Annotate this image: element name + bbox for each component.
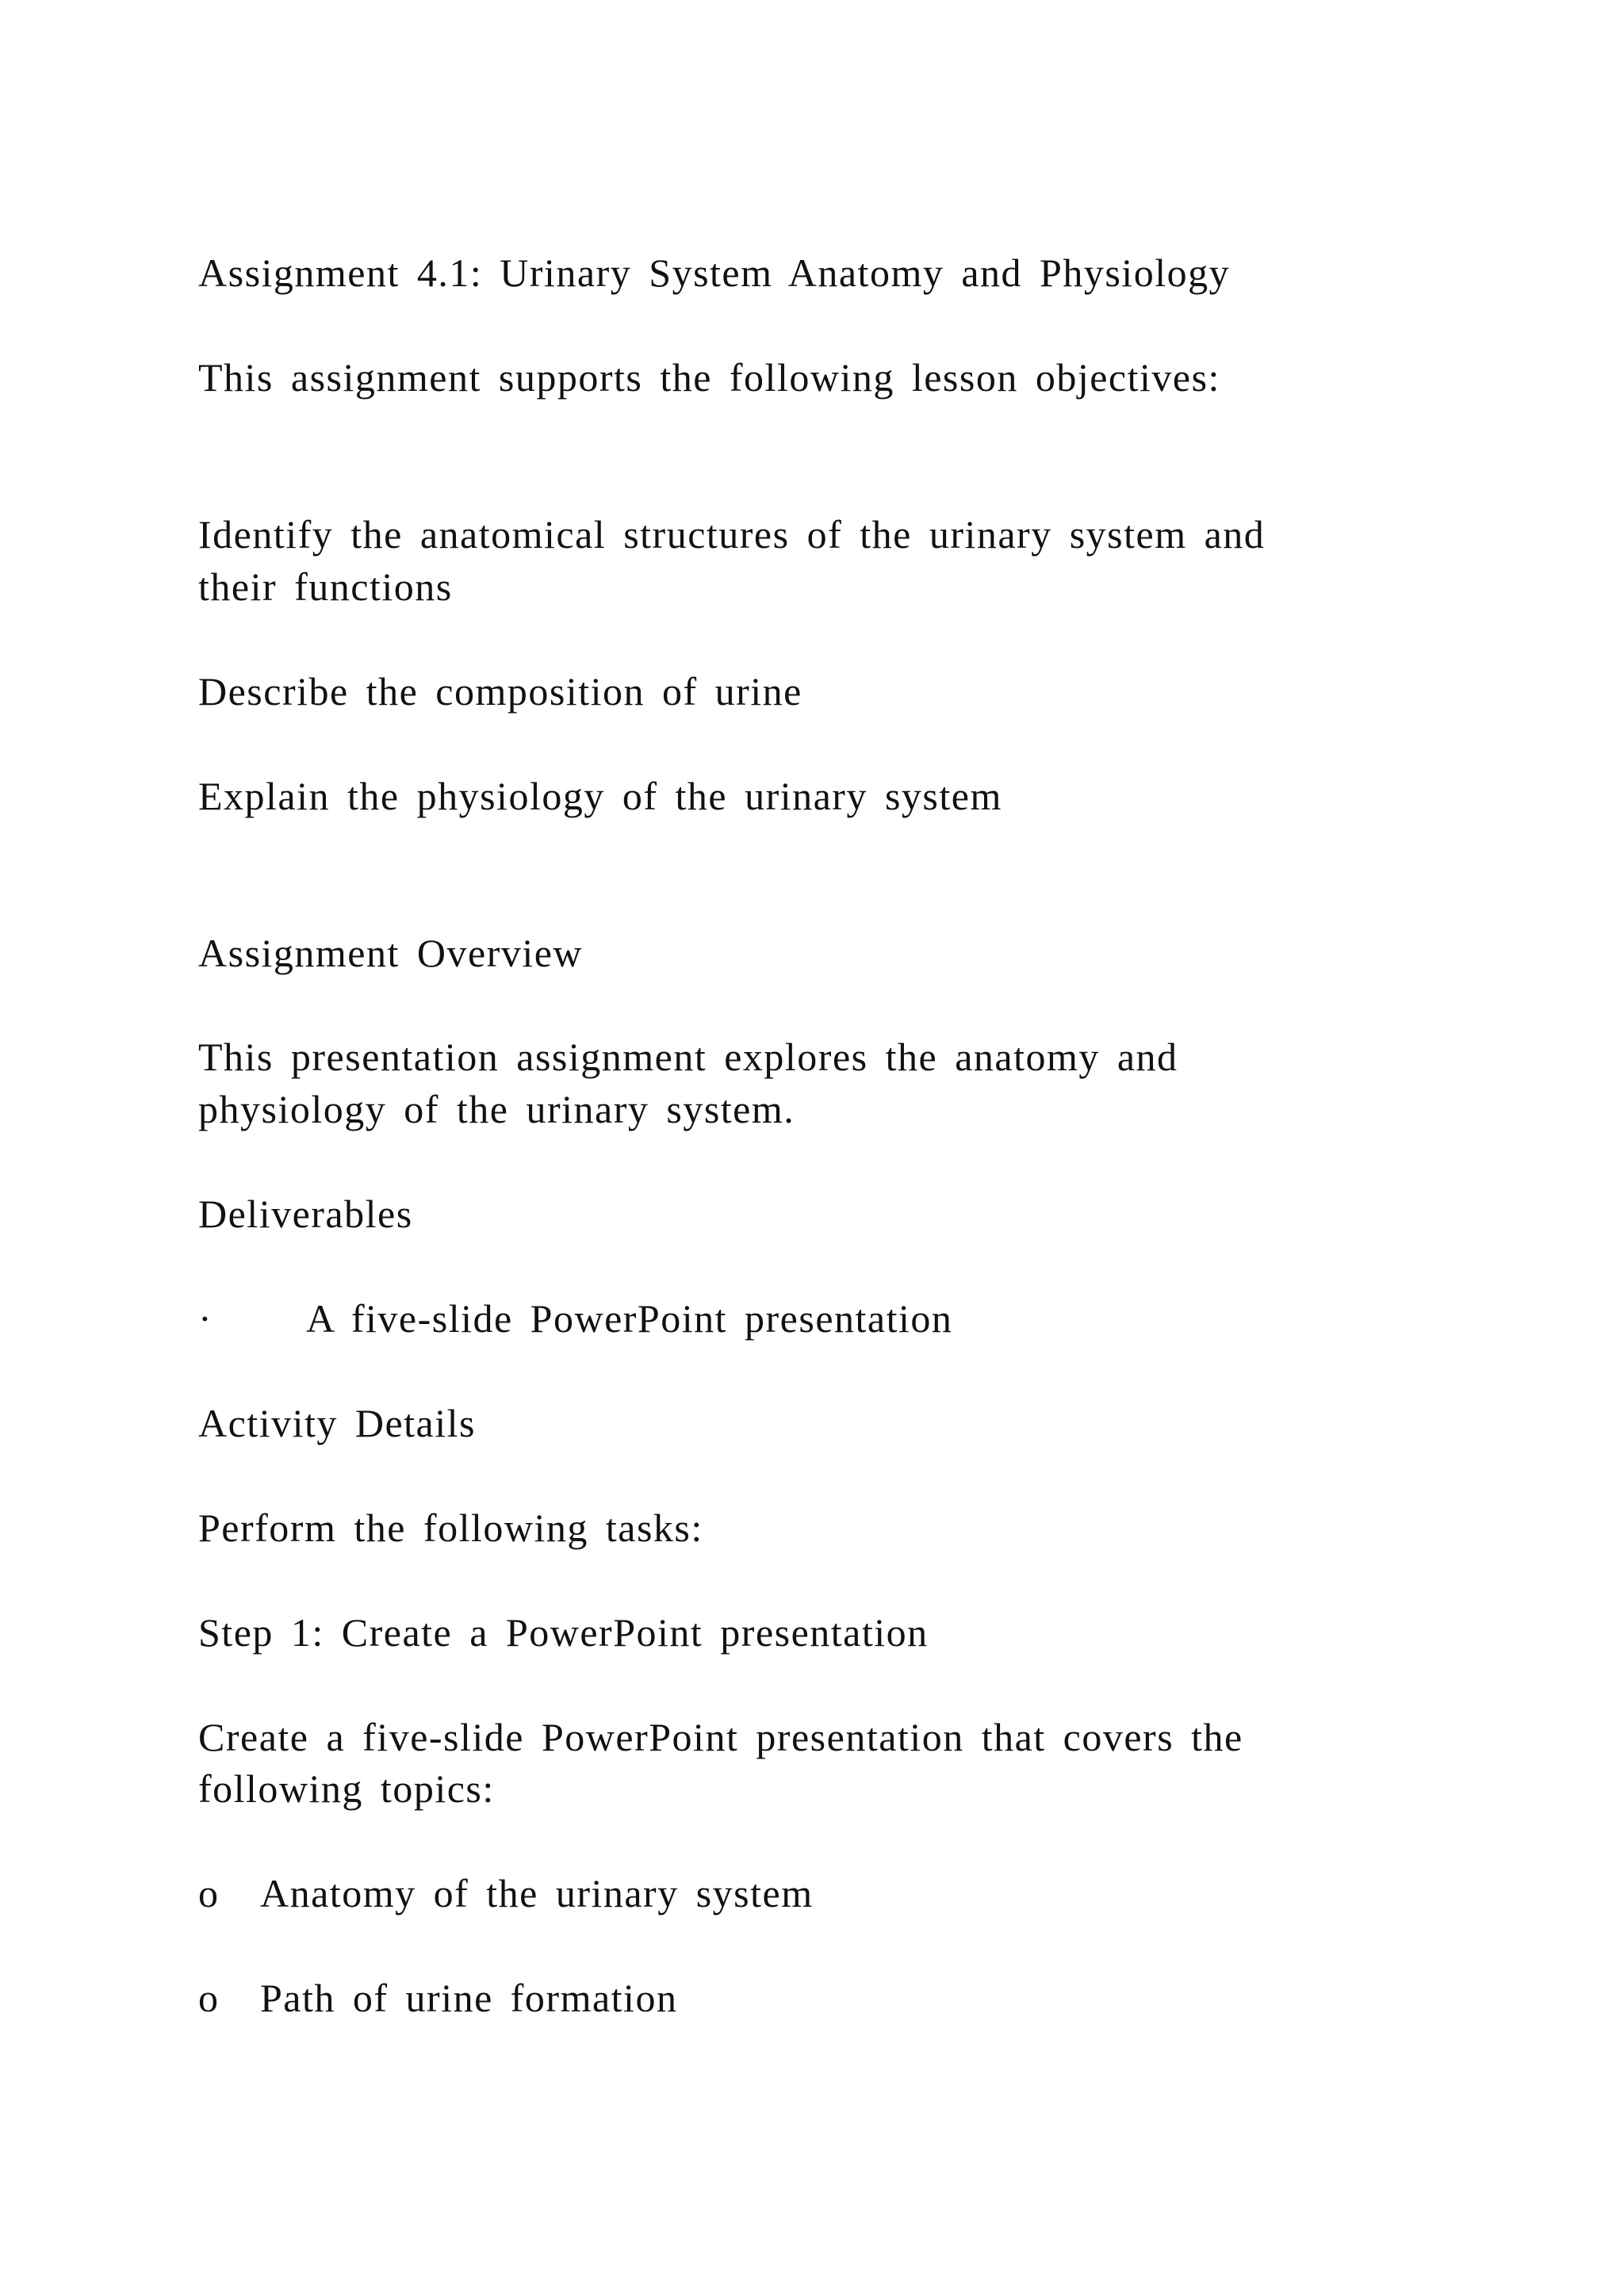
- objective-3: Explain the physiology of the urinary system: [198, 774, 1002, 818]
- list-marker: o: [198, 1871, 220, 1915]
- topic-item-2: [198, 1972, 677, 2024]
- objective-1-line-2: their functions: [198, 564, 453, 609]
- step1-heading: Step 1: Create a PowerPoint presentation: [198, 1610, 929, 1655]
- overview-heading: Assignment Overview: [198, 931, 584, 975]
- step1-text-line-2: following topics:: [198, 1766, 495, 1811]
- topic-text-1: Anatomy of the urinary system: [260, 1871, 814, 1915]
- deliverable-text: A five-slide PowerPoint presentation: [306, 1296, 953, 1341]
- step1-text-line-1: Create a five-slide PowerPoint presentation that covers the: [198, 1715, 1243, 1759]
- deliverable-item: [198, 1292, 952, 1345]
- overview-text-line-2: physiology of the urinary system.: [198, 1087, 795, 1131]
- objective-1-line-1: Identify the anatomical structures of the urinary system and: [198, 512, 1266, 557]
- activity-heading: Activity Details: [198, 1401, 476, 1445]
- tasks-intro: Perform the following tasks:: [198, 1506, 703, 1550]
- objective-2: Describe the composition of urine: [198, 669, 802, 714]
- document-title: Assignment 4.1: Urinary System Anatomy and Physiology: [198, 251, 1231, 295]
- list-marker: o: [198, 1976, 220, 2020]
- deliverables-heading: Deliverables: [198, 1192, 413, 1236]
- objectives-intro: This assignment supports the following lesson objectives:: [198, 355, 1220, 400]
- topic-text-2: Path of urine formation: [260, 1976, 678, 2020]
- overview-text-line-1: This presentation assignment explores the anatomy and: [198, 1035, 1178, 1079]
- bullet-marker: ·: [198, 1296, 213, 1341]
- topic-item-1: [198, 1867, 814, 1919]
